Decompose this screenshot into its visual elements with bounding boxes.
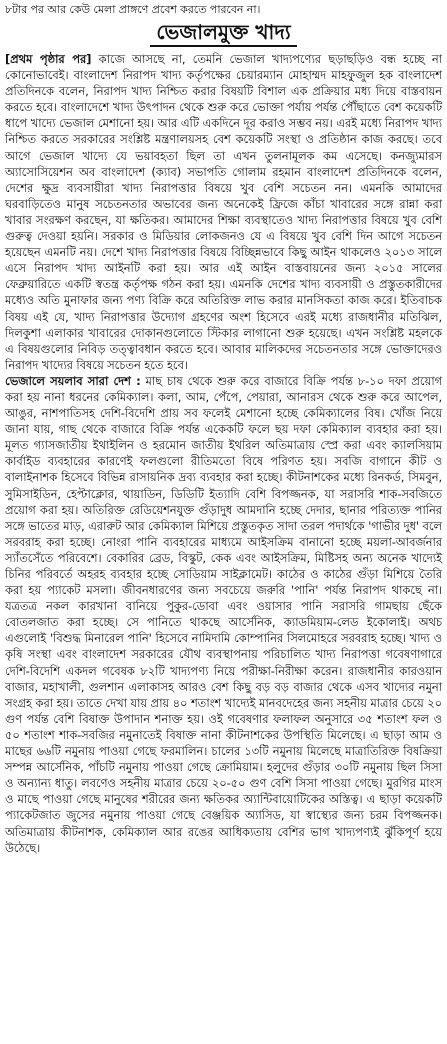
- paragraph-intro-text: কাজে আসছে না, তেমনি ভেজাল খাদ্যপণ্যের ছড়াছড়িও বন্ধ হচ্ছে না কোনোভাবেই। বাংলাদেশ নিরাপদ খাদ্য কর্তৃপক্ষের চেয়ারম্যান মোহাম্মদ মাহফুজুল হক বাংলাদেশ প্রতিদিনকে বলেন, নিরাপদ খাদ্য নিশ্চিত করার বিষয়টি বিশাল এক প্রক্রিয়ার মধ্য দিয়ে বাস্তবায়ন করতে হবে। বাংলাদেশে খাদ্য উৎপাদন থেকে শুরু করে ভোক্তা পর্যায় পর্যন্ত পৌঁছাতে বেশ কয়েকটি ধাপে খাদ্যে ভেজাল মেশানো হয়। আর এটি একদিনে দূর করাও সম্ভব নয়। এরই মধ্যে নিরাপদ খাদ্য নিশ্চিত করতে সরকারের সংশ্লিষ্ট মন্ত্রণালয়সহ বেশ কয়েকটি সংস্থা ও প্রতিষ্ঠান কাজ করছে। তবে আগে ভেজাল খাদ্যে যে ভয়াবহতা ছিল তা এখন তুলনামূলক কম এসেছে। কনজ্যুমারস অ্যাসোসিয়েশন অব বাংলাদেশ (ক্যাব) সভাপতি গোলাম রহমান বাংলাদেশ প্রতিদিনকে বলেন, দেশের ক্ষুদ্র ব্যবসায়ীরা খাদ্য নিরাপত্তার বিষয়ে খুব বেশি সচেতন নন। এমনকি আমাদের ঘরবাড়িতেও মানুষ সচেতনতার অভাবের জন্য অনেকেই ফ্রিজে কাঁচা খাবারের সঙ্গে রান্না করা খাবার সংরক্ষণ করছেন, যা ক্ষতিকর। আমাদের শিক্ষা ব্যবস্থাতেও খাদ্য নিরাপত্তার বিষয়ে খুব বেশি গুরুত্ব দেওয়া হয়নি। সরকার ও মিডিয়ার লোকজনও যে এ বিষয়ে খুব বেশি দিন আগে সচেতন হয়েছেন এমনটি নয়। দেশে খাদ্য নিরাপত্তার বিষয়ে বিচ্ছিন্নভাবে কিছু আইন থাকলেও ২০১৩ সালে এসে নিরাপদ খাদ্য আইনটি করা হয়। আর এই আইন বাস্তবায়নের জন্য ২০১৫ সালের ফেব্রুয়ারিতে একটি স্বতন্ত্র কর্তৃপক্ষ গঠন করা হয়। এমনকি দেশের খাদ্য ব্যবসায়ী ও প্রস্তুতকারীদের মধ্যেও অতি মুনাফার জন্য পণ্য বিক্রি করে অতিরিক্ত লাভ করার মানসিকতা কাজ করে। ইতিবাচক বিষয় এই যে, খাদ্য নিরাপত্তার উদ্যোগ গ্রহণের অংশ হিসেবে এরই মধ্যে রাজধানীর মতিঝিল, দিলকুশা এলাকার খাবারের দোকানগুলোতে স্টিকার লাগানো শুরু হয়েছে। এখন সংশ্লিষ্ট মহলকে এ বিষয়গুলোর নিবিড় তত্ত্বাবধান করতে হবে। আবার মালিকদের সচেতনতার সঙ্গে ভোক্তাদেরও নিরাপদ খাদ্যের বিষয়ে সচেতন হতে হবে।: [5, 52, 442, 372]
- continuation-tag: [প্রথম পৃষ্ঠার পর]: [5, 52, 92, 66]
- paragraph-intro: [5, 51, 442, 373]
- subheading-adulteration: ভেজালে সয়লাব সারা দেশ :: [5, 373, 141, 388]
- previous-article-tail: ৮টার পর আর কেউ মেলা প্রাঙ্গণে প্রবেশ করতে পারবেন না।: [5, 3, 261, 16]
- article-headline: [5, 19, 442, 47]
- paragraph-adulteration-text: মাছ চাষ থেকে শুরু করে বাজারে বিক্রি পর্যন্ত ৮-১০ দফা প্রয়োগ করা হয় নানা ধরনের কেমিক্যাল। কলা, আম, পেঁপে, পেয়ারা, আনারস থেকে শুরু করে আপেল, আঙুর, নাশপাতিসহ দেশি-বিদেশি প্রায় সব ফলেই মেশানো হচ্ছে কেমিক্যালের বিষ। খোঁজ নিয়ে জানা যায়, গাছ থেকে বাজারে বিক্রি পর্যন্ত একেকটি ফলে ছয় দফা কেমিক্যাল ব্যবহার করা হয়। মূলত গ্যাসজাতীয় ইথাইলিন ও হরমোন জাতীয় ইথরিল অতিমাত্রায় স্প্রে করা এবং ক্যালসিয়াম কার্বাইড ব্যবহারের কারণেই ফলগুলো রীতিমতো বিষে পরিণত হয়। সবজি বাগানে কীট ও বালাইনাশক হিসেবে বিভিন্ন রাসায়নিক দ্রব্য ব্যবহার করা হচ্ছে। কীটনাশকের মধ্যে রিনকর্ড, সিমবুন, সুমিসাইডিন, হেপ্টাক্লোর, থায়াডিন, ডিডিটি ইত্যাদি বেশি বিপজ্জনক, যা সরাসরি শাক-সবজিতে প্রয়োগ করা হয়। অতিরিক্ত রেডিয়েশনযুক্ত গুঁড়াদুধ আমদানি হচ্ছে দেদার, ছানার পরিত্যক্ত পানির সঙ্গে ভাতের মাড়, এরারুট আর কেমিক্যাল মিশিয়ে প্রস্তুতকৃত সাদা তরল পদার্থকে 'গাভীর দুধ' বলে সরবরাহ করা হচ্ছে। নোংরা পানি ব্যবহারের মাধ্যমে আইসক্রিম বানানো হচ্ছে ময়লা-আবর্জনার স্যাঁতসেঁতে পরিবেশে। বেকারির ব্রেড, বিস্কুট, কেক এবং আইসক্রিম, মিষ্টিসহ অন্য অনেক খাদ্যেই চিনির পরিবর্তে অহরহ ব্যবহার হচ্ছে সোডিয়াম সাইক্লামেট। কাঠের ও কাঠের গুঁড়া মিশিয়ে তৈরি করা হয় প্যাকেট মসলা। জীবনধারণের জন্য সবচেয়ে জরুরি 'পানি' পর্যন্ত নিরাপদ থাকছে না। যত্রতত্র নকল কারখানা বানিয়ে পুকুর-ডোবা এবং ওয়াসার পানি সরাসরি গামছায় ছেঁকে বোতলজাত করা হচ্ছে। সে পানিতে থাকছে আর্সেনিক, ক্যাডমিয়াম-লেড ইকোলাই। অথচ এগুলোই 'বিশুদ্ধ মিনারেল পানি' হিসেবে নামিদামি কোম্পানির সিলমোহরে সরবরাহ হচ্ছে। খাদ্য ও কৃষি সংস্থা এবং বাংলাদেশ সরকারের যৌথ ব্যবস্থাপনায় পরিচালিত খাদ্য নিরাপত্তা গবেষণাগারে দেশি-বিদেশি একদল গবেষক ৮২টি খাদ্যপণ্য নিয়ে পরীক্ষা-নিরীক্ষা করেন। রাজধানীর কারওয়ান বাজার, মহাখালী, গুলশান এলাকাসহ আরও বেশ কিছু বড় বড় বাজার থেকে এসব খাদ্যের নমুনা সংগ্রহ করা হয়। তাতে দেখা যায় প্রায় ৪০ শতাংশ খাদ্যেই মানবদেহের জন্য সহনীয় মাত্রার চেয়ে ২০ গুণ পর্যন্ত বেশি বিষাক্ত উপাদান শনাক্ত হয়। ওই গবেষণার ফলাফল অনুসারে ৩৫ শতাংশ ফল ও ৫০ শতাংশ শাক-সবজির নমুনাতেই বিষাক্ত নানা কীটনাশকের উপস্থিতি মিলেছে। এ ছাড়া আম ও মাছের ৬৬টি নমুনায় পাওয়া গেছে ফরমালিন। চালের ১৩টি নমুনায় মিলেছে মাত্রাতিরিক্ত বিষক্রিয়া সম্পন্ন আর্সেনিক, পাঁচটি নমুনায় পাওয়া গেছে ক্রোমিয়াম। হলুদের গুঁড়ার ৩০টি নমুনায় ছিল সিসা ও অন্যান্য ধাতু। লবণেও সহনীয় মাত্রার চেয়ে ২০-৫০ গুণ বেশি সিসা পাওয়া গেছে। মুরগির মাংস ও মাছে পাওয়া গেছে মানুষের শরীরের জন্য ক্ষতিকর অ্যান্টিবায়োটিকের অস্তিত্ব। এ ছাড়া কয়েকটি প্যাকেটজাত জুসের নমুনায় পাওয়া গেছে বেঞ্জয়িক অ্যাসিড, যা স্বাস্থ্যের জন্য চরম বিপজ্জনক। অতিমাত্রায় কীটনাশক, কেমিক্যাল আর রঙের আধিক্যতায় বেশির ভাগ খাদ্যপণ্যই ঝুঁকিপূর্ণ হয়ে উঠেছে।: [5, 373, 443, 855]
- headline-text: ভেজালমুক্ত খাদ্য: [150, 19, 296, 47]
- article-body: [5, 51, 442, 856]
- paragraph-adulteration: [5, 373, 442, 856]
